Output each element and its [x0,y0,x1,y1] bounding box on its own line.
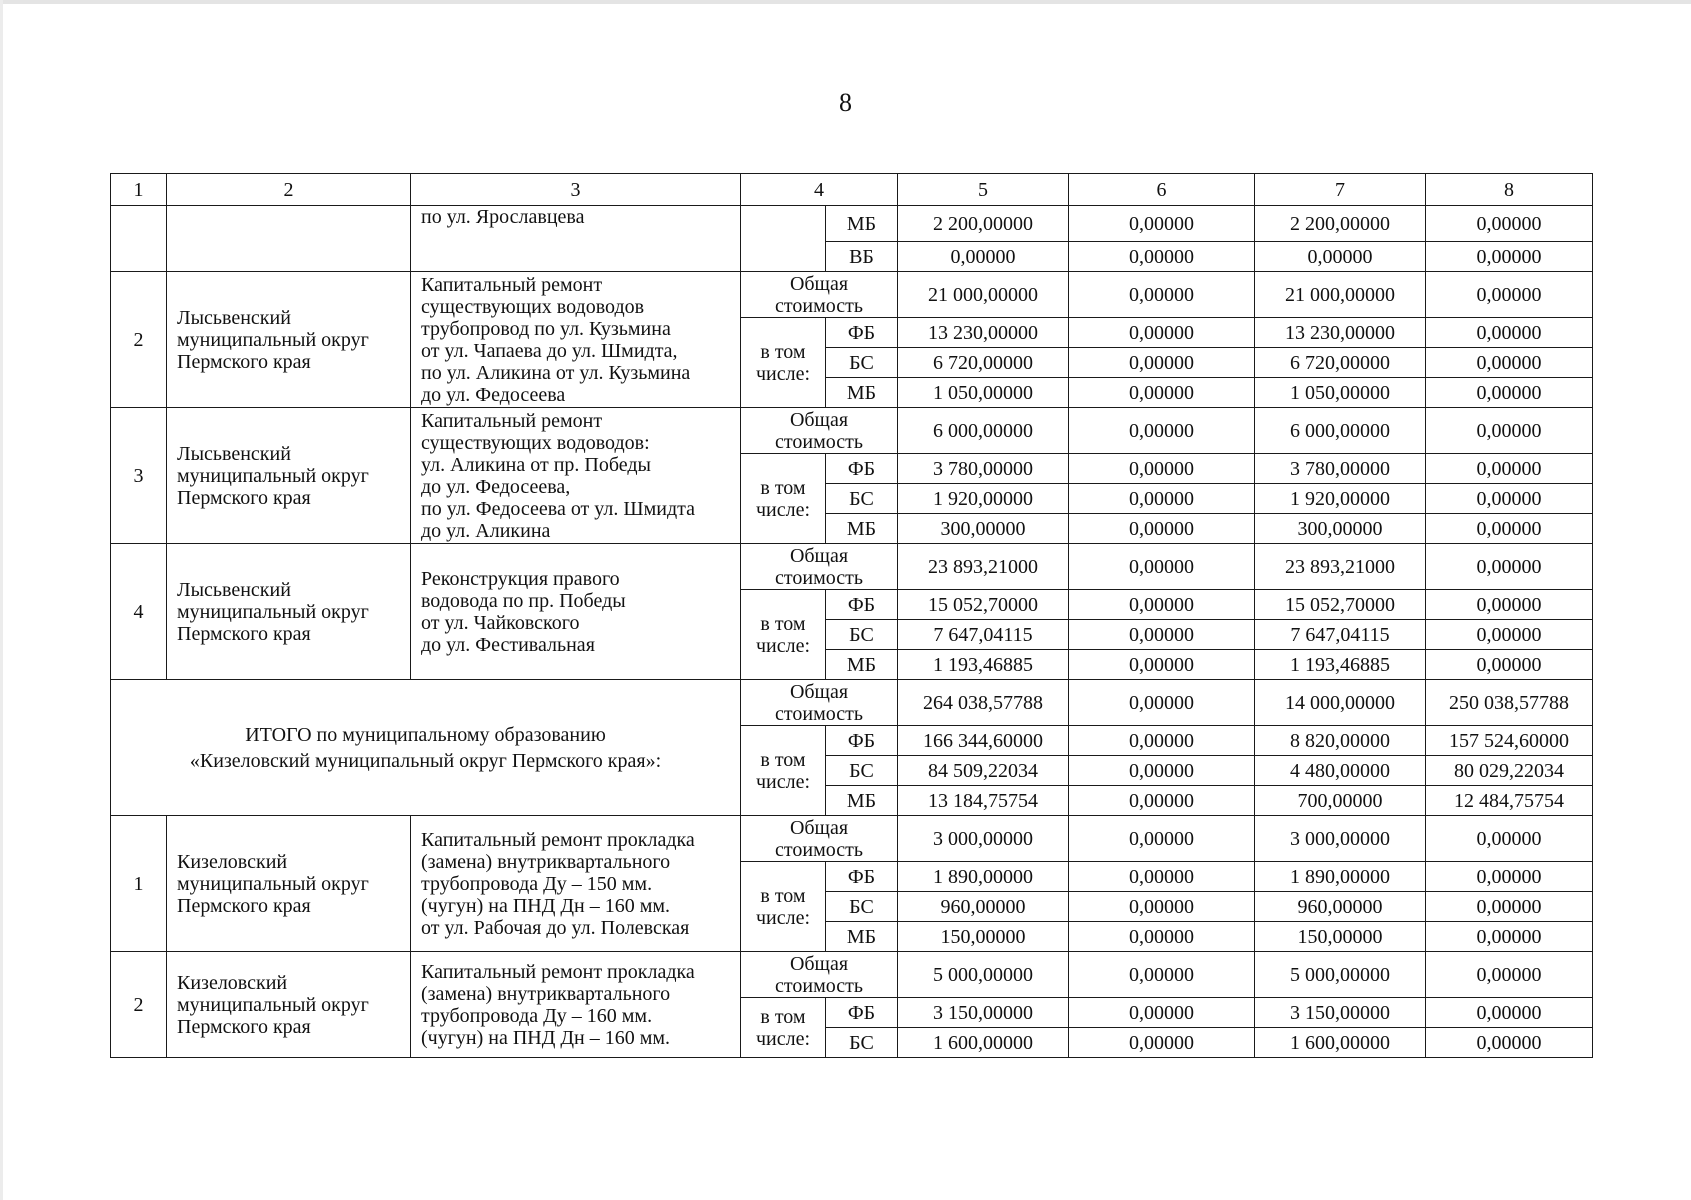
value-col-6: 0,00000 [1069,348,1255,378]
table-row [111,544,1593,590]
cell-line: Общая [789,544,849,567]
value-col-5: 21 000,00000 [898,272,1069,318]
value-col-7: 150,00000 [1255,922,1426,952]
value-col-5: 166 344,60000 [898,726,1069,756]
cell-line: числе: [755,906,811,929]
value-col-6: 0,00000 [1069,318,1255,348]
cell-line: Общая [789,952,849,975]
row-number [111,206,167,272]
total-cost-label [741,680,898,726]
cell-line: трубопровода Ду – 150 мм. [421,872,653,895]
cell-line: до ул. Федосеева, [421,475,571,498]
cell-line: числе: [755,770,811,793]
municipality-cell [167,206,411,272]
value-col-8: 250 038,57788 [1426,680,1593,726]
cell-line: ул. Аликина от пр. Победы [421,453,651,476]
including-label [741,862,826,952]
cell-line: Кизеловский [177,971,288,994]
cell-line: Лысьвенский [177,442,291,465]
cell-line: до ул. Фестивальная [421,633,595,656]
value-col-5: 6 000,00000 [898,408,1069,454]
table-row [111,206,1593,242]
scan-edge-top [0,0,1691,4]
value-col-8: 0,00000 [1426,454,1593,484]
value-col-5: 264 038,57788 [898,680,1069,726]
value-col-7: 7 647,04115 [1255,620,1426,650]
including-label [741,318,826,408]
including-label [741,726,826,816]
funding-table [110,173,1593,1058]
value-col-7: 3 780,00000 [1255,454,1426,484]
value-col-7: 0,00000 [1255,242,1426,272]
description-cell [411,816,741,952]
cell-line: по ул. Аликина от ул. Кузьмина [421,361,691,384]
cell-line: (замена) внутриквартального [421,982,671,1005]
value-col-7: 8 820,00000 [1255,726,1426,756]
header-cell: 2 [167,174,411,206]
cell-line: существующих водоводов: [421,431,650,454]
value-col-5: 0,00000 [898,242,1069,272]
value-col-5: 1 050,00000 [898,378,1069,408]
cell-line: муниципальный округ [177,600,369,623]
value-col-8: 0,00000 [1426,952,1593,998]
cell-line: числе: [755,362,811,385]
cell-line: Пермского края [177,894,311,917]
value-col-6: 0,00000 [1069,680,1255,726]
cell-line: в том [760,748,806,771]
total-cost-label [741,544,898,590]
value-col-5: 3 150,00000 [898,998,1069,1028]
value-col-8: 0,00000 [1426,590,1593,620]
value-col-7: 21 000,00000 [1255,272,1426,318]
cell-line: Общая [789,680,849,703]
value-col-8: 0,00000 [1426,620,1593,650]
empty-label-cell [741,206,826,272]
value-col-5: 23 893,21000 [898,544,1069,590]
value-col-6: 0,00000 [1069,454,1255,484]
cell-line: муниципальный округ [177,993,369,1016]
value-col-7: 4 480,00000 [1255,756,1426,786]
value-col-7: 960,00000 [1255,892,1426,922]
value-col-5: 84 509,22034 [898,756,1069,786]
value-col-8: 0,00000 [1426,272,1593,318]
cell-line: Капитальный ремонт [421,273,603,296]
cell-line: Общая [789,272,849,295]
cell-line: (замена) внутриквартального [421,850,671,873]
value-col-6: 0,00000 [1069,922,1255,952]
value-col-7: 1 050,00000 [1255,378,1426,408]
description-cell [411,408,741,544]
cell-line: Кизеловский [177,850,288,873]
value-col-6: 0,00000 [1069,1028,1255,1058]
cell-line: в том [760,340,806,363]
value-col-7: 6 000,00000 [1255,408,1426,454]
summary-row [111,680,1593,726]
value-col-7: 5 000,00000 [1255,952,1426,998]
municipality-cell [167,544,411,680]
value-col-7: 1 193,46885 [1255,650,1426,680]
value-col-8: 0,00000 [1426,922,1593,952]
row-number: 2 [111,272,167,408]
header-cell: 8 [1426,174,1593,206]
value-col-8: 0,00000 [1426,242,1593,272]
cell-line: от ул. Рабочая до ул. Полевская [421,916,690,939]
header-cell: 3 [411,174,741,206]
value-col-8: 0,00000 [1426,816,1593,862]
cell-line: в том [760,1005,806,1028]
header-row [111,174,1593,206]
fund-code: МБ [826,514,898,544]
fund-code: МБ [826,378,898,408]
cell-line: Капитальный ремонт [421,409,603,432]
cell-line: стоимость [775,702,863,725]
value-col-6: 0,00000 [1069,590,1255,620]
total-cost-label [741,816,898,862]
fund-code: БС [826,484,898,514]
value-col-7: 23 893,21000 [1255,544,1426,590]
cell-line: числе: [755,498,811,521]
cell-line: Пермского края [177,486,311,509]
value-col-7: 3 150,00000 [1255,998,1426,1028]
municipality-cell [167,408,411,544]
value-col-8: 0,00000 [1426,650,1593,680]
value-col-5: 1 600,00000 [898,1028,1069,1058]
fund-code: ВБ [826,242,898,272]
fund-code: ФБ [826,726,898,756]
value-col-6: 0,00000 [1069,484,1255,514]
cell-line: стоимость [775,430,863,453]
value-col-7: 13 230,00000 [1255,318,1426,348]
scan-edge-left [0,0,3,1200]
value-col-8: 0,00000 [1426,484,1593,514]
value-col-7: 1 890,00000 [1255,862,1426,892]
cell-line: Пермского края [177,1015,311,1038]
value-col-5: 150,00000 [898,922,1069,952]
value-col-5: 7 647,04115 [898,620,1069,650]
cell-line: «Кизеловский муниципальный округ Пермского края»: [189,749,662,772]
value-col-8: 0,00000 [1426,998,1593,1028]
value-col-6: 0,00000 [1069,378,1255,408]
fund-code: БС [826,1028,898,1058]
cell-line: Лысьвенский [177,306,291,329]
value-col-5: 3 780,00000 [898,454,1069,484]
header-cell: 5 [898,174,1069,206]
value-col-6: 0,00000 [1069,272,1255,318]
cell-line: Общая [789,816,849,839]
value-col-7: 3 000,00000 [1255,816,1426,862]
value-col-8: 0,00000 [1426,862,1593,892]
total-cost-label [741,272,898,318]
cell-line: числе: [755,1027,811,1050]
cell-line: ИТОГО по муниципальному образованию [245,723,606,746]
value-col-5: 960,00000 [898,892,1069,922]
value-col-8: 0,00000 [1426,408,1593,454]
cell-line: муниципальный округ [177,328,369,351]
cell-line: трубопровода Ду – 160 мм. [421,1004,653,1027]
value-col-5: 15 052,70000 [898,590,1069,620]
table-row [111,816,1593,862]
value-col-7: 14 000,00000 [1255,680,1426,726]
fund-code: ФБ [826,590,898,620]
cell-line: Капитальный ремонт прокладка [421,828,695,851]
value-col-6: 0,00000 [1069,862,1255,892]
value-col-8: 0,00000 [1426,1028,1593,1058]
cell-line: Общая [789,408,849,431]
including-label [741,590,826,680]
value-col-5: 1 920,00000 [898,484,1069,514]
value-col-6: 0,00000 [1069,816,1255,862]
description-cell [411,544,741,680]
value-col-8: 157 524,60000 [1426,726,1593,756]
cell-line: стоимость [775,838,863,861]
row-number: 3 [111,408,167,544]
value-col-6: 0,00000 [1069,514,1255,544]
fund-code: ФБ [826,318,898,348]
description-cell: по ул. Ярославцева [411,206,741,272]
value-col-6: 0,00000 [1069,998,1255,1028]
value-col-8: 0,00000 [1426,348,1593,378]
page-number: 8 [839,88,852,117]
header-cell: 7 [1255,174,1426,206]
value-col-5: 2 200,00000 [898,206,1069,242]
cell-line: трубопровод по ул. Кузьмина [421,317,671,340]
cell-line: до ул. Аликина [421,519,551,542]
fund-code: ФБ [826,454,898,484]
value-col-8: 0,00000 [1426,514,1593,544]
value-col-8: 0,00000 [1426,206,1593,242]
value-col-8: 0,00000 [1426,892,1593,922]
fund-code: БС [826,892,898,922]
cell-line: Пермского края [177,350,311,373]
value-col-6: 0,00000 [1069,786,1255,816]
value-col-6: 0,00000 [1069,206,1255,242]
municipality-cell [167,272,411,408]
value-col-5: 6 720,00000 [898,348,1069,378]
value-col-7: 15 052,70000 [1255,590,1426,620]
fund-code: БС [826,756,898,786]
including-label [741,998,826,1058]
fund-code: ФБ [826,998,898,1028]
cell-line: до ул. Федосеева [421,383,566,406]
cell-line: (чугун) на ПНД Дн – 160 мм. [421,1026,671,1049]
cell-line: муниципальный округ [177,872,369,895]
description-cell [411,272,741,408]
value-col-7: 700,00000 [1255,786,1426,816]
value-col-8: 12 484,75754 [1426,786,1593,816]
value-col-5: 3 000,00000 [898,816,1069,862]
table-row [111,272,1593,318]
value-col-8: 80 029,22034 [1426,756,1593,786]
cell-line: в том [760,476,806,499]
fund-code: ФБ [826,862,898,892]
value-col-6: 0,00000 [1069,408,1255,454]
value-col-6: 0,00000 [1069,620,1255,650]
cell-line: Лысьвенский [177,578,291,601]
value-col-6: 0,00000 [1069,242,1255,272]
fund-code: БС [826,620,898,650]
value-col-8: 0,00000 [1426,544,1593,590]
header-cell: 4 [741,174,898,206]
fund-code: МБ [826,650,898,680]
value-col-7: 6 720,00000 [1255,348,1426,378]
fund-code: МБ [826,786,898,816]
value-col-5: 13 184,75754 [898,786,1069,816]
total-cost-label [741,408,898,454]
table-row [111,408,1593,454]
cell-line: числе: [755,634,811,657]
cell-line: водовода по пр. Победы [421,589,626,612]
cell-line: от ул. Чапаева до ул. Шмидта, [421,339,678,362]
row-number: 1 [111,816,167,952]
row-number: 4 [111,544,167,680]
cell-line: существующих водоводов [421,295,645,318]
value-col-6: 0,00000 [1069,756,1255,786]
description-cell [411,952,741,1058]
cell-line: по ул. Федосеева от ул. Шмидта [421,497,695,520]
cell-line: стоимость [775,974,863,997]
including-label [741,454,826,544]
value-col-7: 300,00000 [1255,514,1426,544]
table-body [111,174,1593,1058]
cell-line: Капитальный ремонт прокладка [421,960,695,983]
municipality-cell [167,816,411,952]
summary-title [111,680,741,816]
value-col-6: 0,00000 [1069,952,1255,998]
value-col-8: 0,00000 [1426,378,1593,408]
fund-code: БС [826,348,898,378]
cell-line: Реконструкция правого [421,567,620,590]
row-number: 2 [111,952,167,1058]
value-col-5: 1 890,00000 [898,862,1069,892]
cell-line: муниципальный округ [177,464,369,487]
cell-line: стоимость [775,294,863,317]
cell-line: в том [760,612,806,635]
value-col-6: 0,00000 [1069,892,1255,922]
cell-line: стоимость [775,566,863,589]
value-col-6: 0,00000 [1069,726,1255,756]
table-row [111,952,1593,998]
value-col-6: 0,00000 [1069,650,1255,680]
value-col-5: 300,00000 [898,514,1069,544]
value-col-6: 0,00000 [1069,544,1255,590]
fund-code: МБ [826,206,898,242]
header-cell: 6 [1069,174,1255,206]
total-cost-label [741,952,898,998]
value-col-7: 1 600,00000 [1255,1028,1426,1058]
fund-code: МБ [826,922,898,952]
cell-line: (чугун) на ПНД Дн – 160 мм. [421,894,671,917]
value-col-7: 2 200,00000 [1255,206,1426,242]
value-col-8: 0,00000 [1426,318,1593,348]
value-col-5: 13 230,00000 [898,318,1069,348]
cell-line: Пермского края [177,622,311,645]
value-col-5: 1 193,46885 [898,650,1069,680]
value-col-5: 5 000,00000 [898,952,1069,998]
municipality-cell [167,952,411,1058]
value-col-7: 1 920,00000 [1255,484,1426,514]
header-cell: 1 [111,174,167,206]
cell-line: от ул. Чайковского [421,611,580,634]
cell-line: в том [760,884,806,907]
